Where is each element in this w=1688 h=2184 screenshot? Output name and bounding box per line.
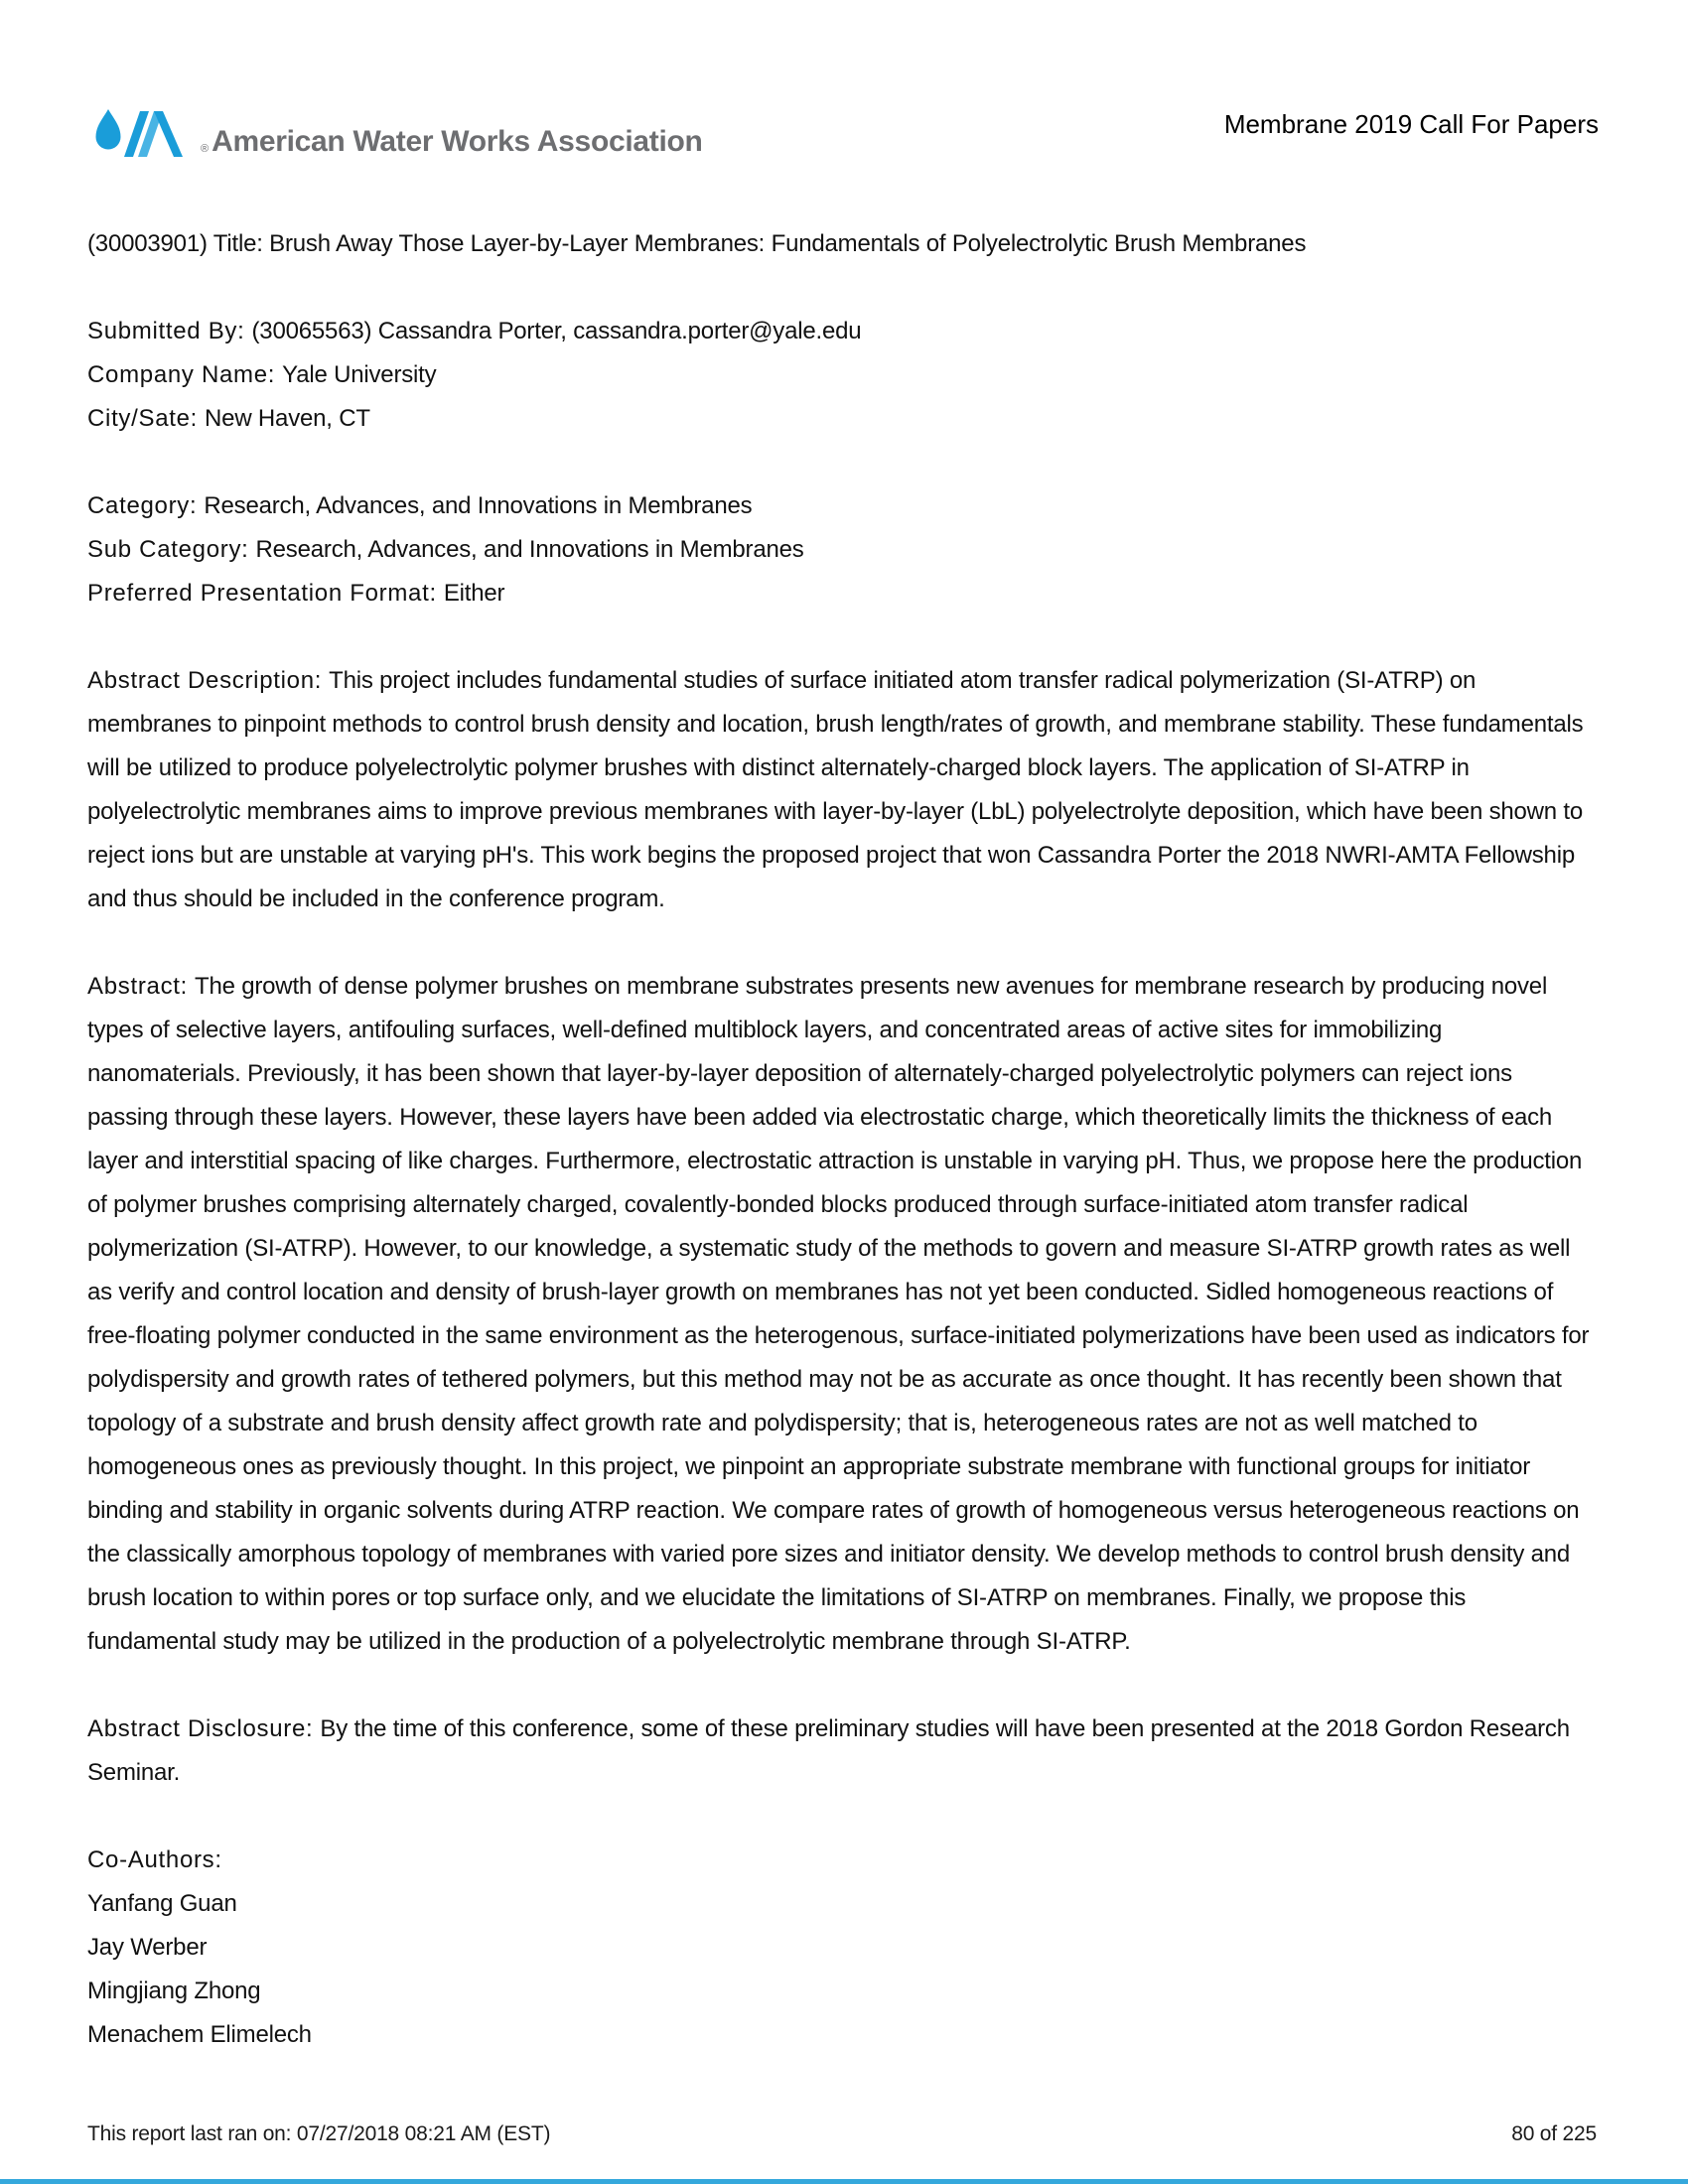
bottom-edge-accent-bar xyxy=(0,2179,1688,2184)
preferred-format-row xyxy=(87,572,1599,615)
registered-mark: ® xyxy=(201,143,210,155)
awwa-logo-wordmark: American Water Works Association xyxy=(211,125,703,158)
report-last-ran-text: This report last ran on: 07/27/2018 08:21 AM (EST) xyxy=(87,2122,551,2145)
abstract-record xyxy=(87,222,1599,2057)
city-state-value: New Haven, CT xyxy=(205,405,370,432)
sub-category-value: Research, Advances, and Innovations in Membranes xyxy=(255,536,804,563)
awwa-logo xyxy=(87,105,703,159)
co-authors-heading xyxy=(87,1839,1599,1882)
report-title: Membrane 2019 Call For Papers xyxy=(1223,109,1599,139)
abstract-label: Abstract: xyxy=(87,973,188,1000)
abstract-paragraph xyxy=(87,965,1599,1664)
category-row xyxy=(87,484,1599,528)
company-name-row xyxy=(87,353,1599,397)
preferred-format-value: Either xyxy=(443,580,505,607)
abstract-description-text: This project includes fundamental studies of surface initiated atom transfer radical polymerization (SI-ATRP) on membranes to pinpoint methods to control brush density and location, brush length/rates of growth, and membrane stability. These fundamentals will be utilized to produce polyelectrolytic polymer brushes with distinct alternately-charged block layers. The application of SI-ATRP in polyelectrolytic membranes aims to improve previous membranes with layer-by-layer (LbL) polyelectrolyte deposition, which have been shown to reject ions but are unstable at varying pH's. This work begins the proposed project that won Cassandra Porter the 2018 NWRI-AMTA Fellowship and thus should be included in the conference program. xyxy=(87,667,1584,912)
sub-category-label: Sub Category: xyxy=(87,536,249,563)
category-label: Category: xyxy=(87,492,198,519)
co-authors-label: Co-Authors: xyxy=(87,1846,222,1873)
submitted-by-label: Submitted By: xyxy=(87,318,245,344)
company-name-value: Yale University xyxy=(282,361,437,388)
abstract-description-paragraph xyxy=(87,659,1599,921)
city-state-row xyxy=(87,397,1599,441)
page-number-indicator: 80 of 225 xyxy=(1511,2122,1597,2145)
abstract-disclosure-label: Abstract Disclosure: xyxy=(87,1715,314,1742)
preferred-format-label: Preferred Presentation Format: xyxy=(87,580,437,607)
co-author-name: Mingjiang Zhong xyxy=(87,1978,261,2004)
submitted-by-value: (30065563) Cassandra Porter, cassandra.porter@yale.edu xyxy=(251,318,862,344)
company-name-label: Company Name: xyxy=(87,361,276,388)
abstract-disclosure-paragraph xyxy=(87,1707,1599,1795)
abstract-description-label: Abstract Description: xyxy=(87,667,323,694)
co-author-name: Menachem Elimelech xyxy=(87,2021,312,2048)
submission-title-line: (30003901) Title: Brush Away Those Layer-by-Layer Membranes: Fundamentals of Polyelectrolytic Brush Membranes xyxy=(87,230,1307,257)
page-footer xyxy=(87,2122,1597,2146)
awwa-water-drop-icon xyxy=(87,105,205,159)
co-author-name: Jay Werber xyxy=(87,1934,208,1961)
category-value: Research, Advances, and Innovations in Membranes xyxy=(204,492,753,519)
city-state-label: City/Sate: xyxy=(87,405,199,432)
co-author-name: Yanfang Guan xyxy=(87,1890,237,1917)
abstract-disclosure-text: By the time of this conference, some of these preliminary studies will have been presented at the 2018 Gordon Research Seminar. xyxy=(87,1715,1570,1786)
page-header xyxy=(87,97,1599,159)
submitted-by-row xyxy=(87,310,1599,353)
sub-category-row xyxy=(87,528,1599,572)
abstract-text: The growth of dense polymer brushes on membrane substrates presents new avenues for membrane research by producing novel types of selective layers, antifouling surfaces, well-defined multiblock layers, and concentrated areas of active sites for immobilizing nanomaterials. Previously, it has been shown that layer-by-layer deposition of alternately-charged polyelectrolytic polymers can reject ions passing through these layers. However, these layers have been added via electrostatic charge, which theoretically limits the thickness of each layer and interstitial spacing of like charges. Furthermore, electrostatic attraction is unstable in varying pH. Thus, we propose here the production of polymer brushes comprising alternately charged, covalently-bonded blocks produced through surface-initiated atom transfer radical polymerization (SI-ATRP). However, to our knowledge, a systematic study of the methods to govern and measure SI-ATRP growth rates as well as verify and control location and density of brush-layer growth on membranes has not yet been conducted. Sidled homogeneous reactions of free-floating polymer conducted in the same environment as the heterogenous, surface-initiated polymerizations have been used as indicators for polydispersity and growth rates of tethered polymers, but this method may not be as accurate as once thought. It has recently been shown that topology of a substrate and brush density affect growth rate and polydispersity; that is, heterogeneous rates are not as well matched to homogeneous ones as previously thought. In this project, we pinpoint an appropriate substrate membrane with functional groups for initiator binding and stability in organic solvents during ATRP reaction. We compare rates of growth of homogeneous versus heterogeneous reactions on the classically amorphous topology of membranes with varied pore sizes and initiator density. We develop methods to control brush density and brush location to within pores or top surface only, and we elucidate the limitations of SI-ATRP on membranes. Finally, we propose this fundamental study may be utilized in the production of a polyelectrolytic membrane through SI-ATRP. xyxy=(87,973,1590,1655)
